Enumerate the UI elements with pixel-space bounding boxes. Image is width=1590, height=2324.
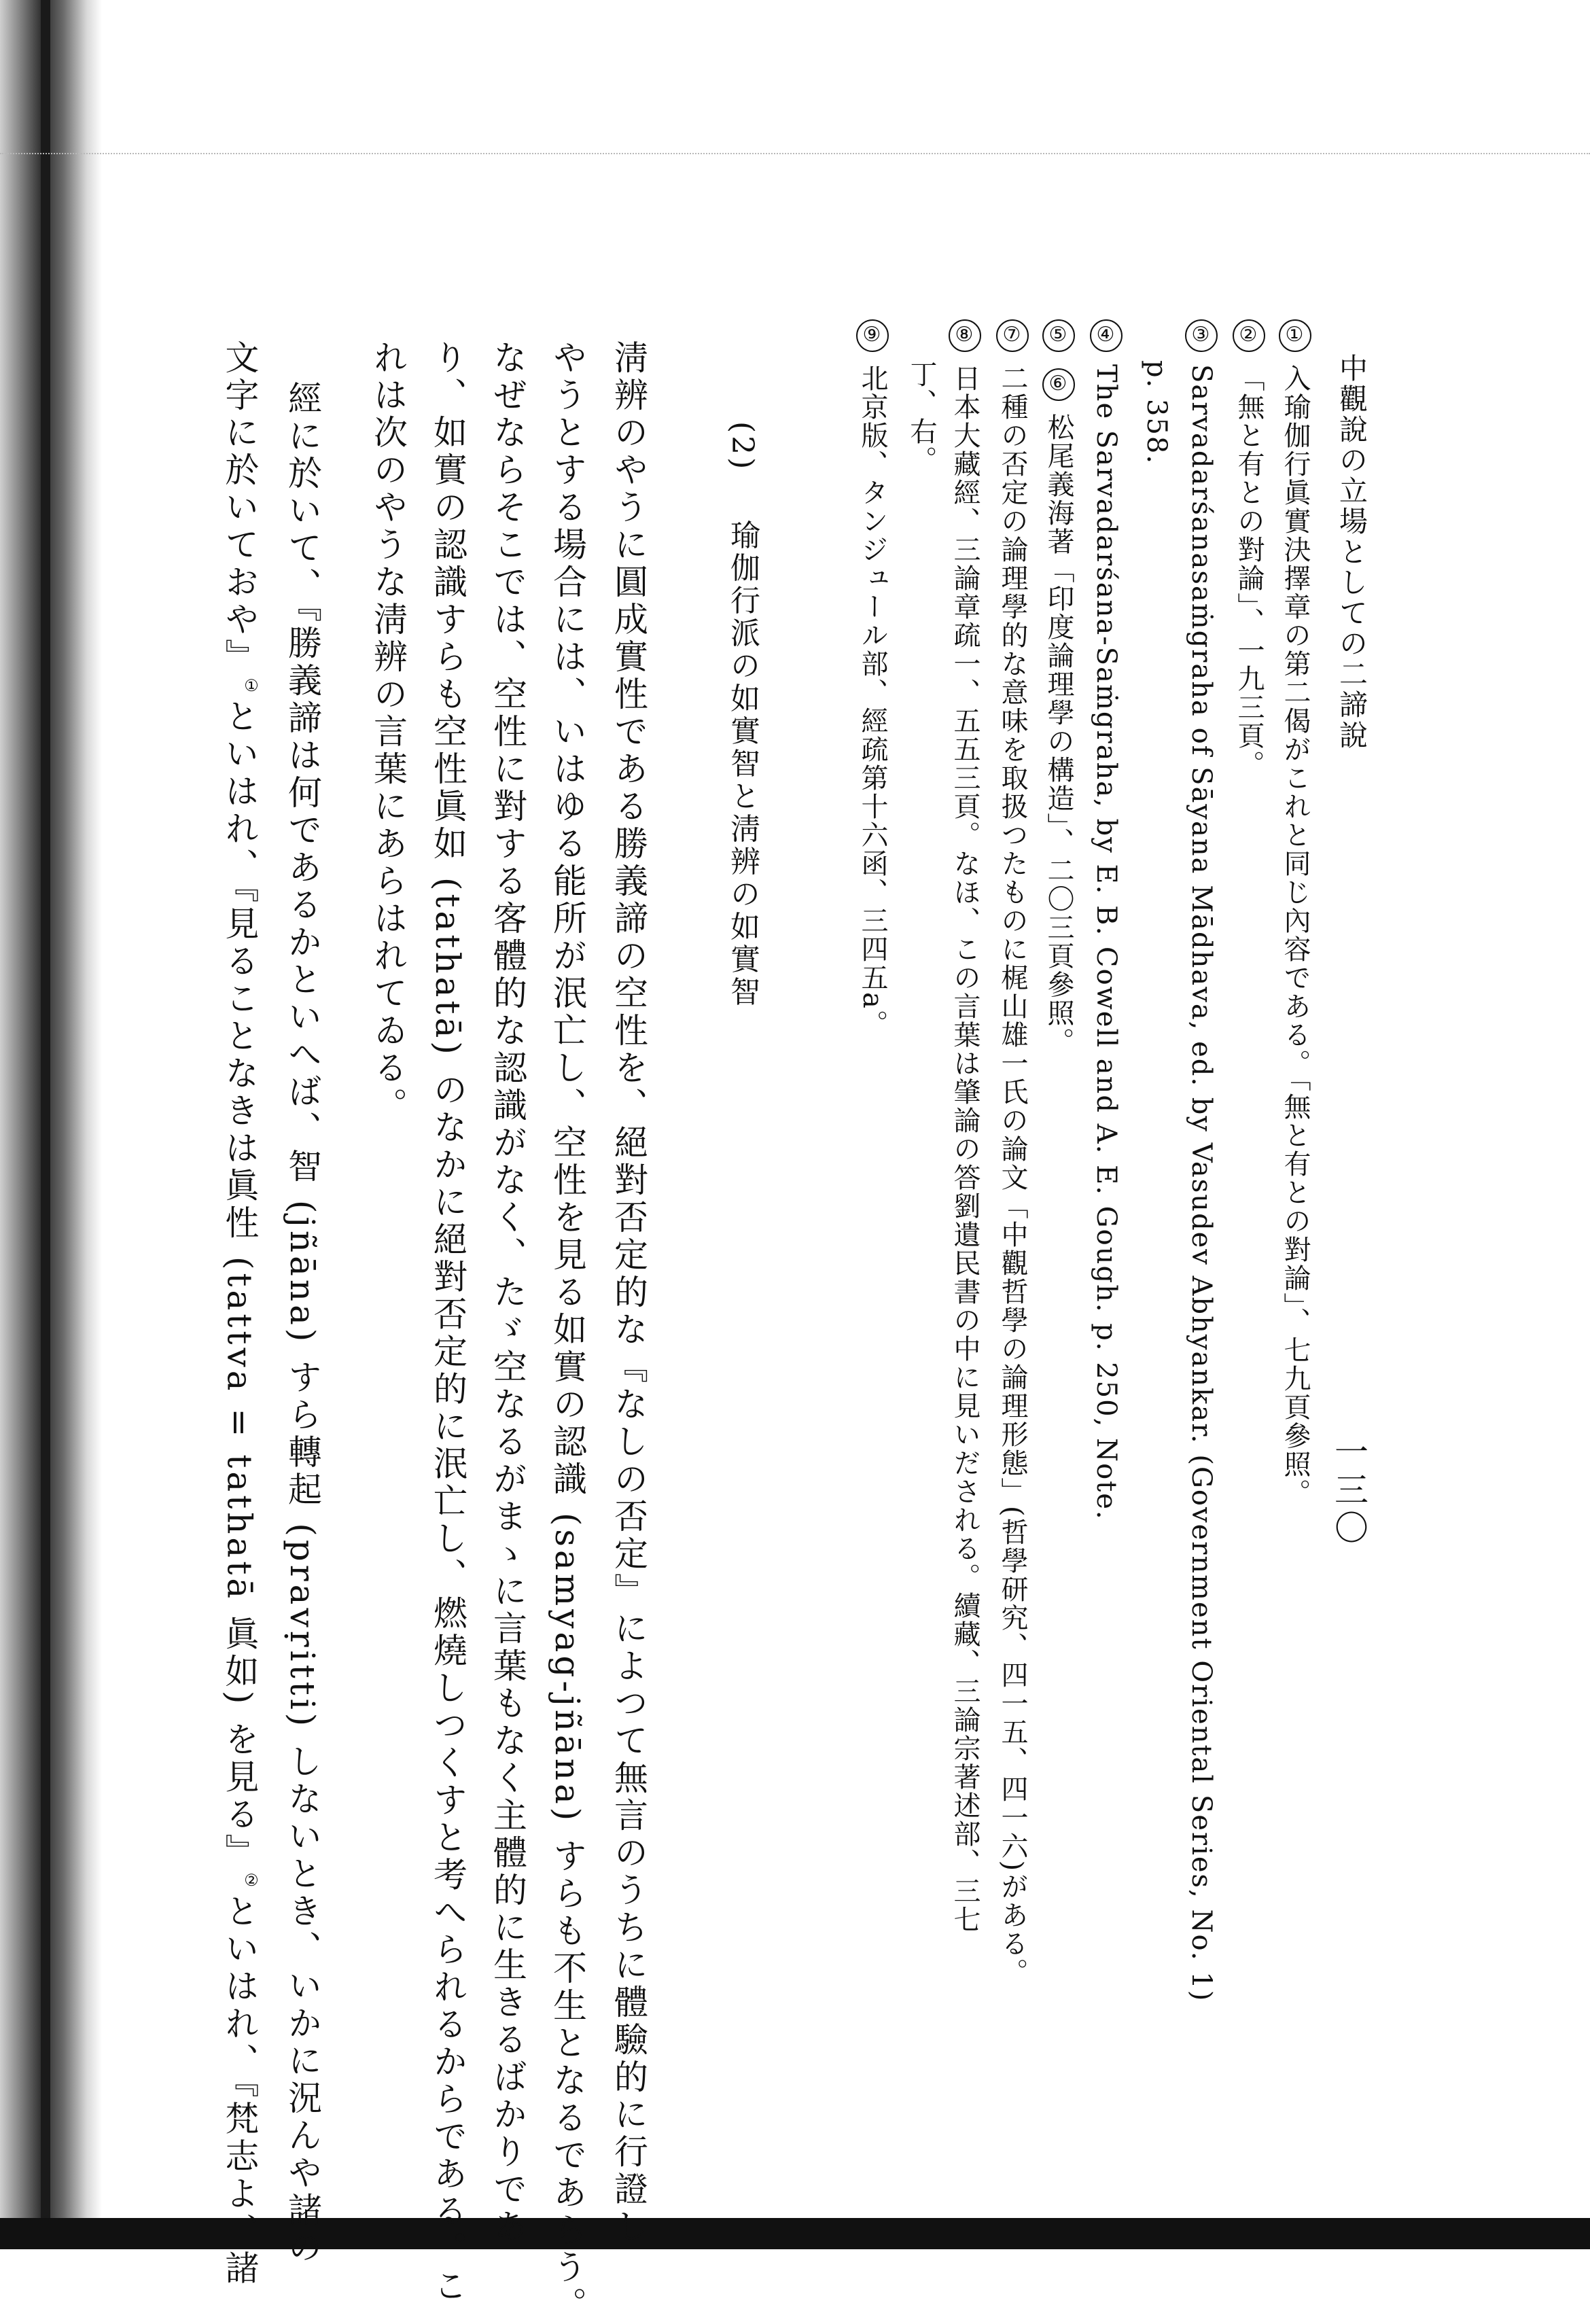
binding-shadow [0,0,102,2249]
footnote-text: The Sarvadarśana-Saṁgraha, by E. B. Cowell and A. E. Gough. p. 250, Note. [1091,364,1122,1521]
section-heading [725,421,760,1009]
body-line-7 [219,340,261,2288]
footnote-marker: ③ [1185,319,1218,352]
footnote-5-6 [1042,319,1075,1056]
footnote-2 [1233,319,1265,779]
footnote-marker: ⑨ [856,319,889,352]
footnote-text: Sarvadarśanasaṁgraha of Sāyana Mādhava, ed. by Vasudev Abhyankar. (Government Oriental Series, No. 1) [1186,364,1217,2003]
scan-artifact-line [0,153,1590,154]
body-line-4: り、如實の認識すらも空性眞如 (tathatā) のなかに絕對否定的に泯亡し、燃燒しつくすと考へられるからである。こ [428,340,467,2306]
footnote-text: 松尾義海著「印度論理學の構造」、二〇三頁參照。 [1043,413,1074,1056]
footnote-marker: ② [1233,319,1265,352]
body-text: 經に於いて、『勝義諦は何であるかといへば、智 (jñāna) すら轉起 (pravṛitti) しないとき、いかに況んや諸の [283,381,322,2268]
running-title: 中觀說の立場としての二諦說 [1335,353,1368,751]
body-line-2: やうとする場合には、いはゆる能所が泯亡し、空性を見る如實の認識 (samyag-jñāna) すらも不生となるであらう。 [548,340,587,2324]
footnote-text: 「無と有との對論」、一九三頁。 [1233,364,1265,779]
footnote-3-continued [1143,360,1170,465]
body-text: といはれ、『見ることなきは眞性 (tattva = tathatā 眞如) を見る』 [219,699,260,1871]
footnote-3 [1185,319,1218,2002]
footnote-text: 丁、右。 [906,360,937,474]
note-reference: ② [242,1871,261,1894]
note-reference: ① [242,676,261,699]
footnote-9 [856,319,889,1038]
footnote-8 [949,319,981,1934]
footnote-1 [1279,319,1311,1507]
footnote-text: 二種の否定の論理學的な意味を取扱つたものに梶山雄一氏の論文「中觀哲學の論理形態」(哲學研究、四一五、四一六)がある。 [997,364,1028,1987]
footnote-text: 日本大藏經、三論章疏一、五五三頁。なほ、この言葉は肇論の答劉遺民書の中に見いだされる。續藏、三論宗著述部、三七 [949,364,980,1934]
footnote-4 [1090,319,1123,1521]
body-text: といはれ、『梵志よ、諸 [219,1893,260,2288]
footnote-marker: ⑦ [996,319,1029,352]
body-line-6 [283,381,322,2268]
body-line-5: れは次のやうな淸辨の言葉にあらはれてゐる。 [368,340,408,1125]
section-title: 瑜伽行派の如實智と淸辨の如實智 [725,519,760,1009]
footnote-marker: ⑧ [949,319,981,352]
footnote-marker: ④ [1090,319,1123,352]
binding-edge [41,0,50,2249]
footnote-marker: ① [1279,319,1311,352]
footnote-marker: ⑤ [1042,319,1075,352]
footnote-7 [996,319,1029,1986]
section-number: (2) [725,421,760,472]
footnote-8-continued [908,360,935,474]
footnote-text: 入瑜伽行眞實決擇章の第二偈がこれと同じ內容である。「無と有との對論」、七九頁參照。 [1279,364,1311,1507]
footnote-text: p. 358. [1141,360,1172,465]
body-line-1: 淸辨のやうに圓成實性である勝義諦の空性を、絕對否定的な『なしの否定』によつて無言のうちに體驗的に行證し [609,340,648,2246]
page-number: 一三〇 [1329,1434,1368,1548]
body-text: 文字に於いておや』 [219,340,260,676]
footnote-marker: ⑥ [1042,368,1075,401]
body-line-3: なぜならそこでは、空性に對する客體的な認識がなく、たゞ空なるがまゝに言葉もなく主體的に生きるばかりであ [488,340,527,2246]
footnote-text: 北京版、タンジュール部、經疏第十六函、三四五a。 [857,364,888,1038]
